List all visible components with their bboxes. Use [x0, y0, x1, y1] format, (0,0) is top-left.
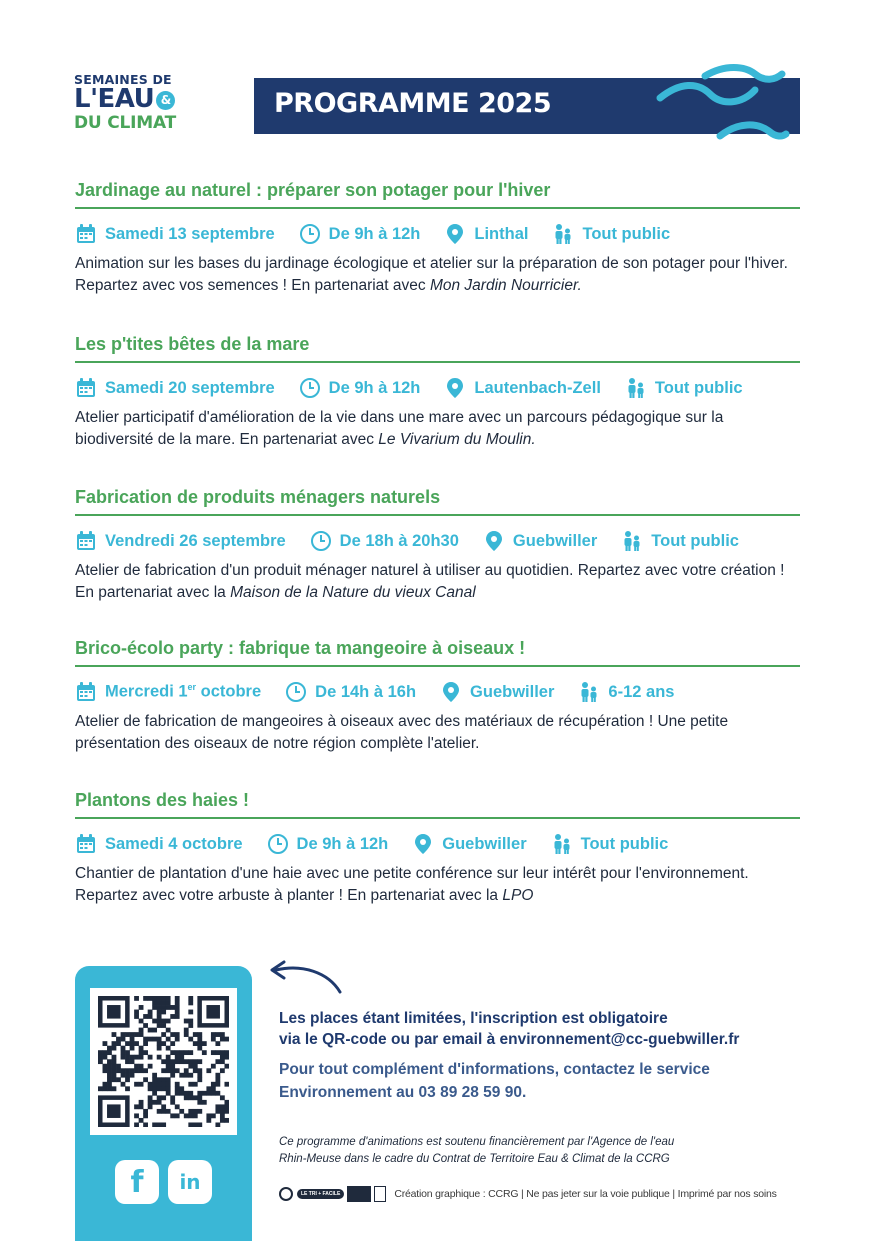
qr-code-icon [98, 996, 229, 1127]
event-audience-text: Tout public [654, 378, 743, 397]
qr-panel [75, 966, 252, 1241]
contact-text [279, 1058, 819, 1104]
people-icon [621, 530, 643, 552]
funding-note [279, 1134, 759, 1168]
credits: Création graphique : CCRG | Ne pas jeter sur la voie publique | Imprimé par nos soins [394, 1188, 777, 1200]
logo-line2 [74, 84, 214, 114]
people-icon [552, 223, 574, 245]
location-pin-icon [412, 833, 434, 855]
event-time [310, 530, 459, 552]
event-place [483, 530, 597, 552]
event-date-text: Samedi 20 septembre [105, 378, 275, 397]
logo-line3: DU CLIMAT [74, 113, 177, 133]
contact-line2: Environnement au 03 89 28 59 90. [279, 1084, 527, 1101]
people-icon [578, 681, 600, 703]
event-date-sup: er [187, 682, 197, 693]
people-icon [625, 377, 647, 399]
event-partner: Maison de la Nature du vieux Canal [230, 584, 476, 601]
clock-icon [310, 530, 332, 552]
event-time [299, 377, 421, 399]
event-date-end: octobre [196, 682, 262, 701]
event-audience [621, 530, 739, 552]
logo-amp: & [156, 91, 175, 110]
event-description-text: Animation sur les bases du jardinage écologique et atelier sur la préparation de son potager pour l'hiver. Repartez avec vos semences ! En partenariat avec [75, 255, 788, 294]
event-description-text: Chantier de plantation d'une haie avec une petite conférence sur leur intérêt pour l'environnement. Repartez avec votre arbuste à planter ! En partenariat avec la [75, 865, 749, 904]
funding-line2: Rhin-Meuse dans le cadre du Contrat de Territoire Eau & Climat de la CCRG [279, 1153, 670, 1165]
event-audience-text: Tout public [651, 531, 739, 550]
event-place [412, 833, 526, 855]
event-time-text: De 9h à 12h [328, 224, 421, 243]
event-date-text: Samedi 13 septembre [105, 224, 275, 243]
event-audience-text: Tout public [582, 224, 671, 243]
clock-icon [299, 223, 321, 245]
event-date [75, 377, 275, 399]
event-date [75, 530, 286, 552]
calendar-icon [75, 833, 97, 855]
event-title: Fabrication de produits ménagers naturels [75, 487, 800, 516]
event-description [75, 560, 800, 604]
arrow-icon [262, 958, 346, 998]
event-card [75, 180, 800, 297]
event-time-text: De 9h à 12h [328, 378, 421, 397]
event-card [75, 334, 800, 451]
recycle-icon [279, 1187, 293, 1201]
event-audience-text: Tout public [580, 834, 669, 853]
event-date [75, 833, 243, 855]
event-title: Les p'tites bêtes de la mare [75, 334, 800, 363]
event-time-text: De 14h à 16h [315, 682, 417, 701]
clock-icon [299, 377, 321, 399]
event-date-main: Mercredi 1 [105, 682, 188, 701]
tri-badge: LE TRI + FACILE [297, 1189, 344, 1199]
event-partner: Mon Jardin Nourricier. [429, 277, 582, 294]
event-date-text: Vendredi 26 septembre [105, 531, 286, 550]
event-time [285, 681, 416, 703]
clock-icon [267, 833, 289, 855]
paper-icon [347, 1186, 371, 1202]
event-place [444, 223, 528, 245]
event-meta [75, 375, 800, 401]
event-title: Jardinage au naturel : préparer son potager pour l'hiver [75, 180, 800, 209]
event-meta [75, 831, 800, 857]
event-partner: Le Vivarium du Moulin. [378, 431, 536, 448]
facebook-icon[interactable]: f [115, 1160, 159, 1204]
registration-info [279, 1008, 819, 1104]
registration-text [279, 1008, 819, 1050]
event-date [75, 223, 275, 245]
event-place-text: Lautenbach-Zell [474, 378, 601, 397]
event-place-text: Linthal [474, 224, 529, 243]
event-description [75, 407, 800, 451]
event-description [75, 863, 800, 907]
recycling-badges [279, 1186, 386, 1202]
event-meta [75, 528, 800, 554]
linkedin-icon[interactable]: in [168, 1160, 212, 1204]
people-icon [551, 833, 573, 855]
event-partner: LPO [502, 887, 534, 904]
qr-code[interactable] [90, 988, 237, 1135]
event-audience-text: 6-12 ans [608, 682, 675, 701]
page-title: PROGRAMME 2025 [274, 88, 552, 119]
event-date-text [105, 682, 261, 702]
event-description-text: Atelier de fabrication d'un produit ménager naturel à utiliser au quotidien. Repartez avec votre création ! En partenariat avec la [75, 562, 785, 601]
event-time [267, 833, 389, 855]
event-card [75, 638, 800, 755]
event-audience [625, 377, 743, 399]
calendar-icon [75, 377, 97, 399]
event-title: Brico-écolo party : fabrique ta mangeoire à oiseaux ! [75, 638, 800, 667]
location-pin-icon [483, 530, 505, 552]
event-place [440, 681, 554, 703]
footer [279, 1186, 809, 1202]
event-description [75, 253, 800, 297]
event-meta [75, 679, 800, 705]
wave-icon [650, 60, 790, 150]
event-place-text: Guebwiller [442, 834, 527, 853]
funding-line1: Ce programme d'animations est soutenu financièrement par l'Agence de l'eau [279, 1136, 675, 1148]
logo-line1: SEMAINES DE [74, 72, 172, 87]
event-place-text: Guebwiller [470, 682, 555, 701]
event-description-text: Atelier participatif d'amélioration de la vie dans une mare avec un parcours pédagogique sur la biodiversité de la mare. En partenariat avec [75, 409, 724, 448]
contact-line1: Pour tout complément d'informations, contactez le service [279, 1061, 710, 1078]
event-date-text: Samedi 4 octobre [105, 834, 243, 853]
location-pin-icon [444, 377, 466, 399]
location-pin-icon [444, 223, 466, 245]
event-meta [75, 221, 800, 247]
event-place [444, 377, 601, 399]
event-date [75, 681, 261, 703]
event-card [75, 487, 800, 604]
event-audience [552, 223, 670, 245]
logo [74, 72, 214, 133]
calendar-icon [75, 223, 97, 245]
event-title: Plantons des haies ! [75, 790, 800, 819]
event-time [299, 223, 421, 245]
event-description [75, 711, 800, 755]
location-pin-icon [440, 681, 462, 703]
event-place-text: Guebwiller [512, 531, 598, 550]
event-card [75, 790, 800, 907]
registration-line1: Les places étant limitées, l'inscription est obligatoire [279, 1010, 668, 1027]
event-audience [551, 833, 669, 855]
logo-eau: L'EAU [74, 84, 155, 114]
clock-icon [285, 681, 307, 703]
event-time-text: De 18h à 20h30 [339, 531, 459, 550]
event-description-text: Atelier de fabrication de mangeoires à oiseaux avec des matériaux de récupération ! Une petite présentation des oiseaux de notre région complète l'atelier. [75, 713, 729, 752]
registration-line2[interactable]: via le QR-code ou par email à environnement@cc-guebwiller.fr [279, 1031, 740, 1048]
event-time-text: De 9h à 12h [296, 834, 389, 853]
event-audience [578, 681, 674, 703]
bin-icon [374, 1186, 386, 1202]
calendar-icon [75, 681, 97, 703]
calendar-icon [75, 530, 97, 552]
